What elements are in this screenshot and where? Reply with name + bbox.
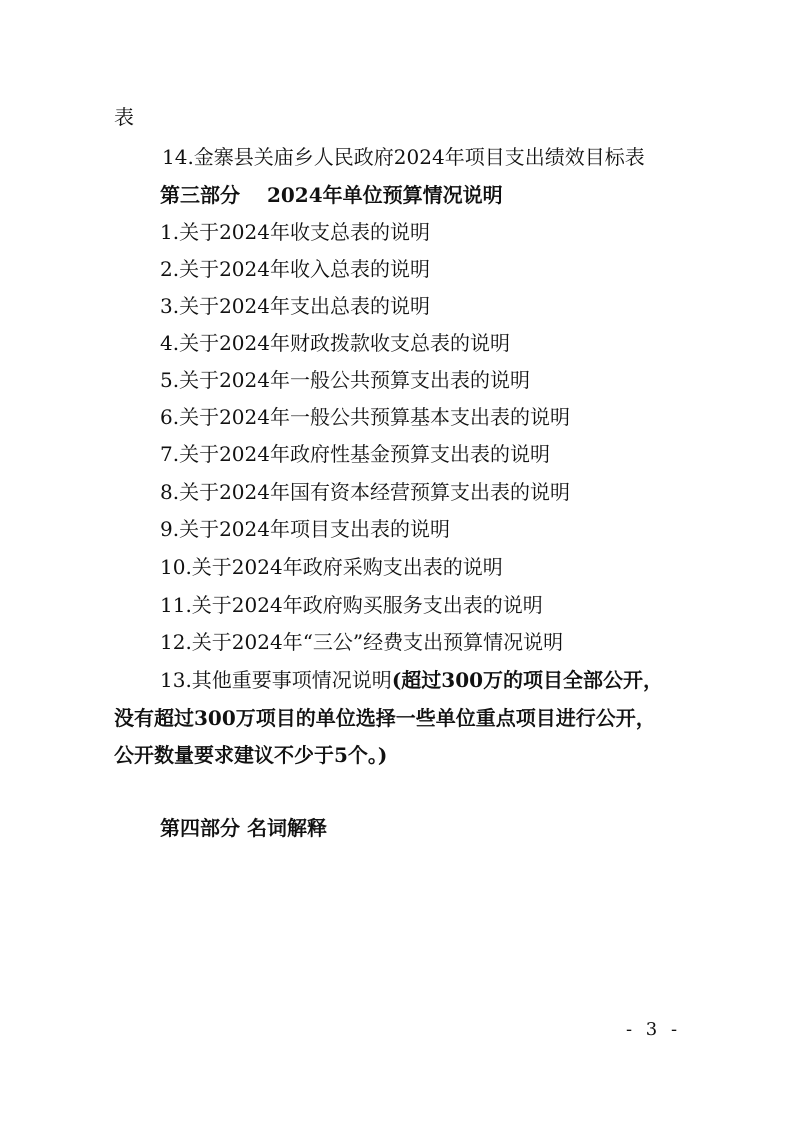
part4-heading: 第四部分 名词解释 xyxy=(160,816,327,840)
toc-item-3: 3.关于2024年支出总表的说明 xyxy=(160,294,430,318)
toc-item-11: 11.关于2024年政府购买服务支出表的说明 xyxy=(160,593,543,617)
toc-item-1: 1.关于2024年收支总表的说明 xyxy=(160,220,430,244)
toc-item-2: 2.关于2024年收入总表的说明 xyxy=(160,257,430,281)
toc-item-8: 8.关于2024年国有资本经营预算支出表的说明 xyxy=(160,480,570,504)
toc-item-13-note-line3: 公开数量要求建议不少于5个。) xyxy=(114,743,388,767)
toc-item-13-prefix: 13.其他重要事项情况说明 xyxy=(160,668,392,692)
toc-item-13 xyxy=(160,667,663,693)
page-number: - 3 - xyxy=(626,1019,682,1040)
toc-item-12: 12.关于2024年“三公”经费支出预算情况说明 xyxy=(160,630,564,654)
continued-text: 表 xyxy=(114,105,134,129)
toc-item-6: 6.关于2024年一般公共预算基本支出表的说明 xyxy=(160,405,570,429)
toc-item-14: 14.金寨县关庙乡人民政府2024年项目支出绩效目标表 xyxy=(162,145,645,169)
toc-item-10: 10.关于2024年政府采购支出表的说明 xyxy=(160,555,503,579)
toc-item-9: 9.关于2024年项目支出表的说明 xyxy=(160,517,450,541)
toc-item-13-note-line1: (超过300万的项目全部公开， xyxy=(391,668,664,692)
part3-heading: 第三部分 2024年单位预算情况说明 xyxy=(160,183,503,207)
toc-item-4: 4.关于2024年财政拨款收支总表的说明 xyxy=(160,331,510,355)
toc-item-5: 5.关于2024年一般公共预算支出表的说明 xyxy=(160,368,530,392)
toc-item-13-note-line2: 没有超过300万项目的单位选择一些单位重点项目进行公开， xyxy=(114,706,656,730)
toc-item-7: 7.关于2024年政府性基金预算支出表的说明 xyxy=(160,442,550,466)
